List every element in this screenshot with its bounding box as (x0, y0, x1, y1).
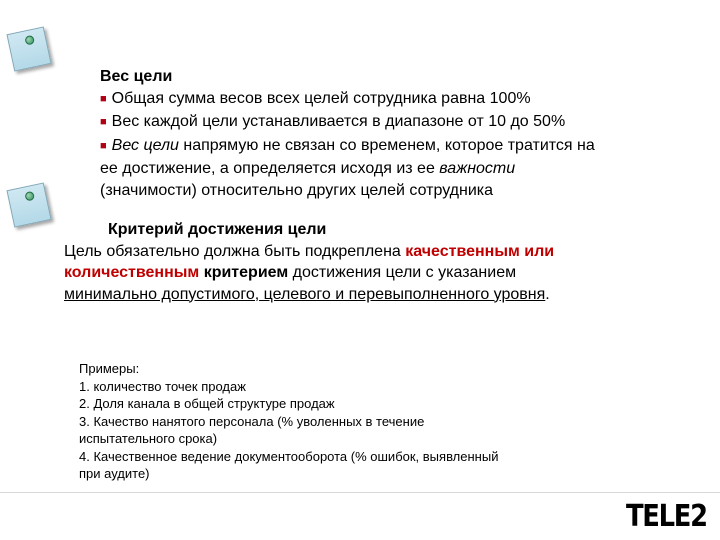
pin-icon (24, 191, 35, 202)
examples-list (79, 360, 639, 483)
weight-bullet-3-line-2: ее достижение, а определяется исходя из ее важности (100, 160, 516, 177)
criterion-section (64, 219, 704, 305)
list-item: 1. количество точек продаж (79, 378, 246, 394)
list-item: 3. Качество нанятого персонала (% уволенных в течение (79, 413, 425, 429)
criterion-line-2: количественным критерием достижения цели с указанием (64, 264, 517, 281)
criterion-line-3: минимально допустимого, целевого и перевыполненного уровня. (64, 285, 550, 303)
square-bullet-icon: ■ (100, 92, 107, 105)
sticky-note-icon (6, 182, 51, 227)
square-bullet-icon: ■ (100, 139, 107, 152)
criterion-line-1: Цель обязательно должна быть подкреплена качественным или (64, 242, 555, 260)
weight-bullet-3-line-3: (значимости) относительно других целей сотрудника (100, 181, 494, 199)
goal-weight-title: Вес цели (100, 68, 173, 85)
square-bullet-icon: ■ (100, 116, 107, 128)
pin-icon (24, 35, 35, 46)
footer-divider (0, 492, 720, 493)
list-item: 2. Доля канала в общей структуре продаж (79, 396, 335, 411)
weight-bullet-3: ■ Вес цели напрямую не связан со временем, которое тратится на (100, 136, 595, 154)
tele2-logo: TELE2 (626, 499, 707, 534)
examples-heading: Примеры: (79, 361, 140, 376)
goal-weight-section (100, 66, 700, 201)
weight-bullet-2: ■ Вес каждой цели устанавливается в диапазоне от 10 до 50% (100, 113, 566, 130)
weight-bullet-1: ■ Общая сумма весов всех целей сотрудника равна 100% (100, 89, 531, 107)
sticky-note-icon (6, 26, 51, 71)
list-item: при аудите) (79, 466, 150, 481)
criterion-title: Критерий достижения цели (108, 221, 327, 238)
list-item: испытательного срока) (79, 431, 218, 446)
list-item: 4. Качественное ведение документооборота (% ошибок, выявленный (79, 448, 499, 464)
